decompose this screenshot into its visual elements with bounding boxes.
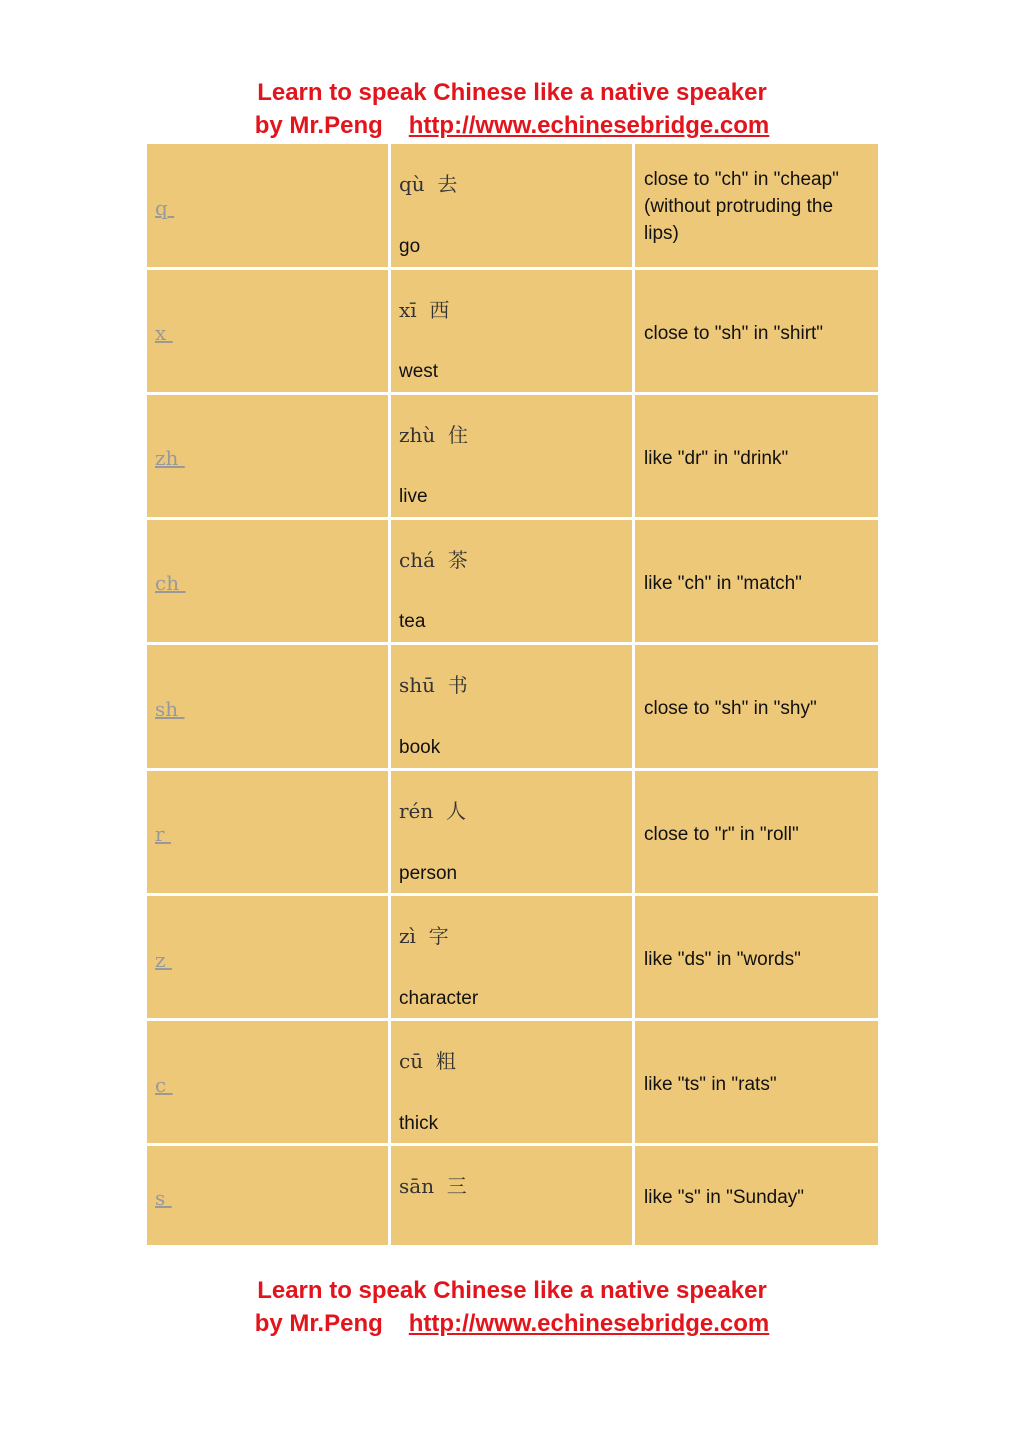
header-byline xyxy=(0,109,1024,142)
pinyin: xī xyxy=(399,298,417,322)
initial-cell xyxy=(147,395,388,517)
example-cell xyxy=(391,1146,632,1245)
example-cell xyxy=(391,645,632,768)
initial-link[interactable]: s xyxy=(155,1186,172,1210)
table-row xyxy=(147,395,878,517)
table-row xyxy=(147,645,878,768)
footer-banner xyxy=(0,1274,1024,1340)
footer-author: by Mr.Peng xyxy=(254,1310,383,1337)
header-author: by Mr.Peng xyxy=(254,112,383,139)
pronunciation-cell xyxy=(635,144,878,267)
header-title: Learn to speak Chinese like a native speaker xyxy=(257,79,767,106)
example-cell xyxy=(391,1021,632,1143)
pinyin: zhù xyxy=(399,423,436,447)
pinyin: qù xyxy=(399,172,425,196)
initial-cell xyxy=(147,771,388,893)
initial-cell xyxy=(147,270,388,392)
english-meaning: person xyxy=(399,863,458,884)
pronunciation-cell xyxy=(635,1021,878,1143)
example-cell xyxy=(391,395,632,517)
pronunciation-note: like "s" in "Sunday" xyxy=(644,1187,805,1208)
pinyin: rén xyxy=(399,799,434,823)
pronunciation-cell xyxy=(635,645,878,768)
example-word xyxy=(399,419,468,448)
english-meaning: thick xyxy=(399,1113,439,1134)
pinyin: shū xyxy=(399,673,436,697)
initial-link[interactable]: z xyxy=(155,948,172,972)
table-row xyxy=(147,1021,878,1143)
english-meaning: character xyxy=(399,988,479,1009)
english-meaning: live xyxy=(399,486,428,507)
hanzi: 茶 xyxy=(447,548,468,572)
initial-link[interactable]: x xyxy=(155,321,173,345)
example-word xyxy=(399,544,468,573)
initial-link[interactable]: ch xyxy=(155,571,186,595)
pronunciation-cell xyxy=(635,771,878,893)
initial-cell xyxy=(147,144,388,267)
hanzi: 三 xyxy=(446,1174,467,1198)
example-word xyxy=(399,795,466,824)
initials-table xyxy=(147,144,878,1245)
footer-title: Learn to speak Chinese like a native speaker xyxy=(257,1277,767,1304)
pronunciation-cell xyxy=(635,520,878,642)
pronunciation-cell xyxy=(635,395,878,517)
initial-link[interactable]: c xyxy=(155,1073,173,1097)
hanzi: 西 xyxy=(429,298,450,322)
initial-link[interactable]: q xyxy=(155,196,175,220)
table-row xyxy=(147,896,878,1018)
table-row xyxy=(147,144,878,267)
example-cell xyxy=(391,270,632,392)
english-meaning: west xyxy=(399,361,439,382)
initial-cell xyxy=(147,896,388,1018)
pronunciation-note: like "ch" in "match" xyxy=(644,573,802,594)
table-row xyxy=(147,270,878,392)
example-word xyxy=(399,1045,456,1074)
table-row xyxy=(147,520,878,642)
english-meaning: tea xyxy=(399,611,426,632)
example-cell xyxy=(391,771,632,893)
table-row xyxy=(147,1146,878,1245)
initial-link[interactable]: sh xyxy=(155,697,185,721)
english-meaning: go xyxy=(399,236,421,257)
hanzi: 字 xyxy=(428,924,449,948)
footer-byline xyxy=(0,1307,1024,1340)
hanzi: 人 xyxy=(446,799,466,823)
pronunciation-cell xyxy=(635,1146,878,1245)
hanzi: 去 xyxy=(437,172,458,196)
pinyin: chá xyxy=(399,548,436,572)
example-cell xyxy=(391,144,632,267)
pronunciation-note: like "ds" in "words" xyxy=(644,949,801,970)
pinyin: cū xyxy=(399,1049,424,1073)
example-word xyxy=(399,669,468,698)
example-word xyxy=(399,294,449,323)
pronunciation-cell xyxy=(635,896,878,1018)
initial-link[interactable]: r xyxy=(155,822,171,846)
pinyin: sān xyxy=(399,1174,435,1198)
initial-cell xyxy=(147,645,388,768)
pronunciation-note: close to "ch" in "cheap"(without protruding the lips) xyxy=(644,169,839,244)
pronunciation-note: like "dr" in "drink" xyxy=(644,448,789,469)
initial-link[interactable]: zh xyxy=(155,446,185,470)
initial-cell xyxy=(147,1021,388,1143)
table-row xyxy=(147,771,878,893)
pronunciation-cell xyxy=(635,270,878,392)
example-cell xyxy=(391,520,632,642)
footer-url-link[interactable]: http://www.echinesebridge.com xyxy=(408,1310,770,1337)
initial-cell xyxy=(147,520,388,642)
header-banner xyxy=(0,76,1024,142)
example-word xyxy=(399,920,449,949)
pronunciation-note: like "ts" in "rats" xyxy=(644,1074,777,1095)
pronunciation-note: close to "r" in "roll" xyxy=(644,824,799,845)
pronunciation-note: close to "sh" in "shy" xyxy=(644,698,817,719)
header-url-link[interactable]: http://www.echinesebridge.com xyxy=(408,112,770,139)
pinyin: zì xyxy=(399,924,416,948)
hanzi: 住 xyxy=(448,423,469,447)
example-word xyxy=(399,168,457,197)
initial-cell xyxy=(147,1146,388,1245)
hanzi: 书 xyxy=(447,673,468,697)
example-word xyxy=(399,1170,467,1199)
pronunciation-note: close to "sh" in "shirt" xyxy=(644,323,824,344)
example-cell xyxy=(391,896,632,1018)
hanzi: 粗 xyxy=(435,1049,456,1073)
english-meaning: book xyxy=(399,737,441,758)
